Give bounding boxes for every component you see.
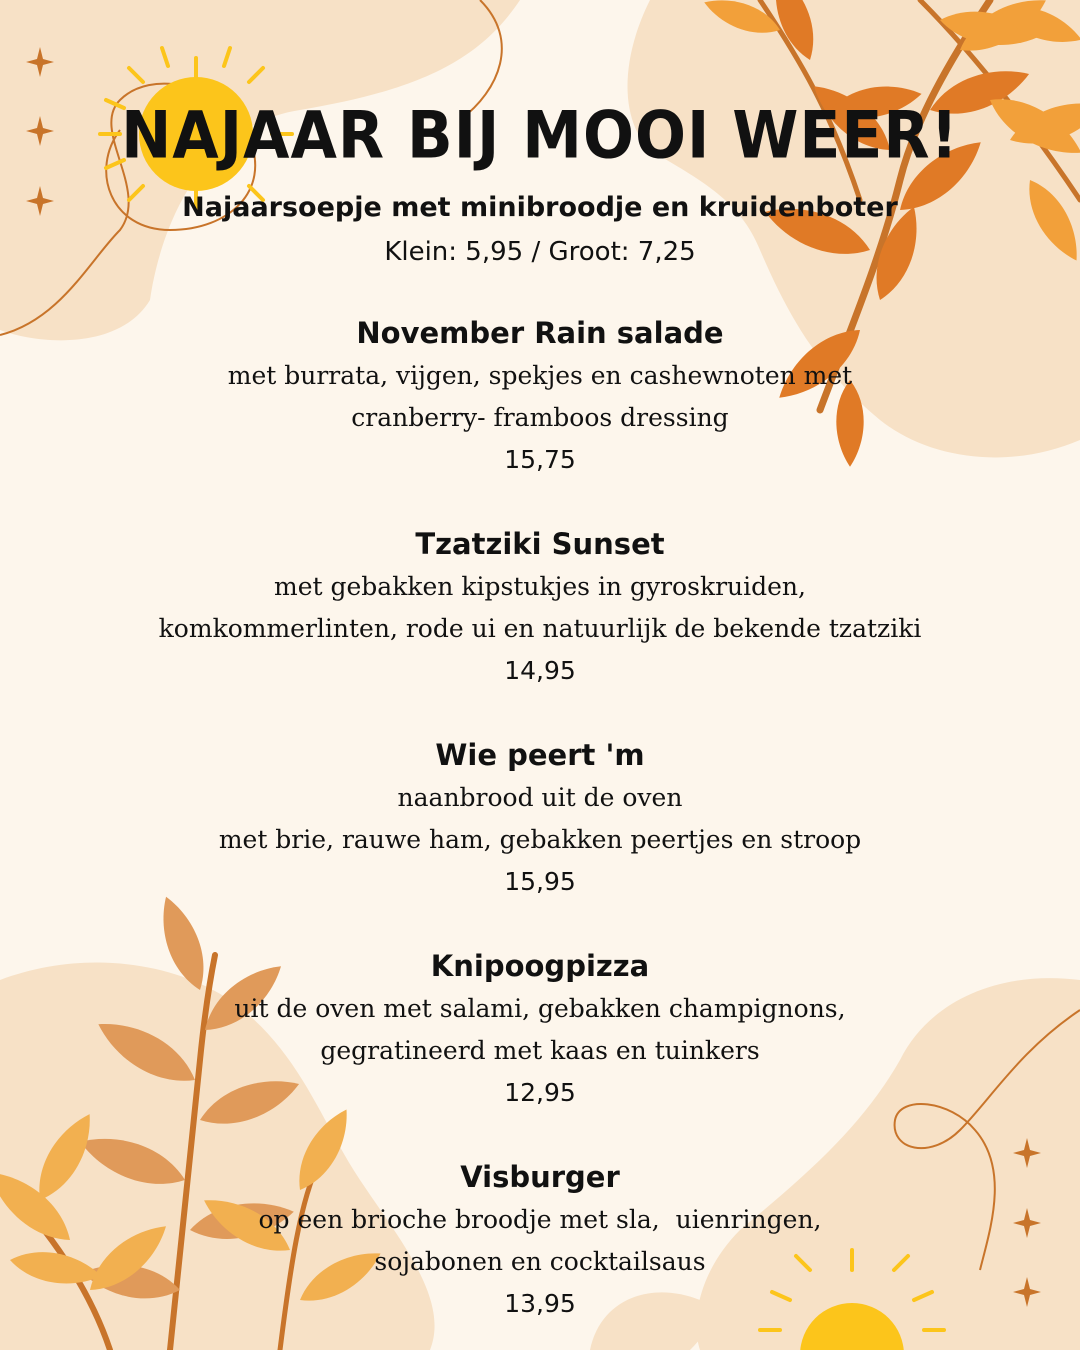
menu-item-description: op een brioche broodje met sla, uienringen, [258, 1205, 822, 1234]
menu-item-price: 15,75 [504, 445, 576, 474]
menu-item [0, 522, 1080, 692]
menu-item-description: sojabonen en cocktailsaus [374, 1247, 706, 1276]
menu-item-name: Wie peert 'm [435, 738, 645, 772]
menu-item-description: met gebakken kipstukjes in gyroskruiden, [274, 572, 806, 601]
menu-item-price: 12,95 [504, 1078, 576, 1107]
menu-item-price: 13,95 [504, 1289, 576, 1318]
menu-item-name: November Rain salade [356, 316, 724, 350]
soup-price: Klein: 5,95 / Groot: 7,25 [384, 237, 696, 267]
menu-item-description: met brie, rauwe ham, gebakken peertjes en stroop [218, 825, 862, 854]
menu-item-name: Tzatziki Sunset [415, 527, 665, 561]
menu-title: NAJAAR BIJ MOOI WEER! [121, 98, 959, 174]
menu-item-description: naanbrood uit de oven [397, 783, 683, 812]
menu-item [0, 944, 1080, 1114]
menu-item-description: komkommerlinten, rode ui en natuurlijk de bekende tzatziki [158, 614, 922, 643]
menu-item-price: 14,95 [504, 656, 576, 685]
menu-item-name: Knipoogpizza [430, 949, 650, 983]
menu-item [0, 733, 1080, 903]
menu-item-description: gegratineerd met kaas en tuinkers [320, 1036, 760, 1065]
menu-item [0, 311, 1080, 481]
soup-name: Najaarsoepje met minibroodje en kruidenboter [182, 192, 898, 223]
menu-item-name: Visburger [460, 1160, 620, 1194]
menu-item-description: cranberry- framboos dressing [351, 403, 729, 432]
menu-item-description: met burrata, vijgen, spekjes en cashewnoten met [227, 361, 853, 390]
menu-item-description: uit de oven met salami, gebakken champignons, [234, 994, 846, 1023]
menu-item-price: 15,95 [504, 867, 576, 896]
menu-item [0, 1155, 1080, 1325]
